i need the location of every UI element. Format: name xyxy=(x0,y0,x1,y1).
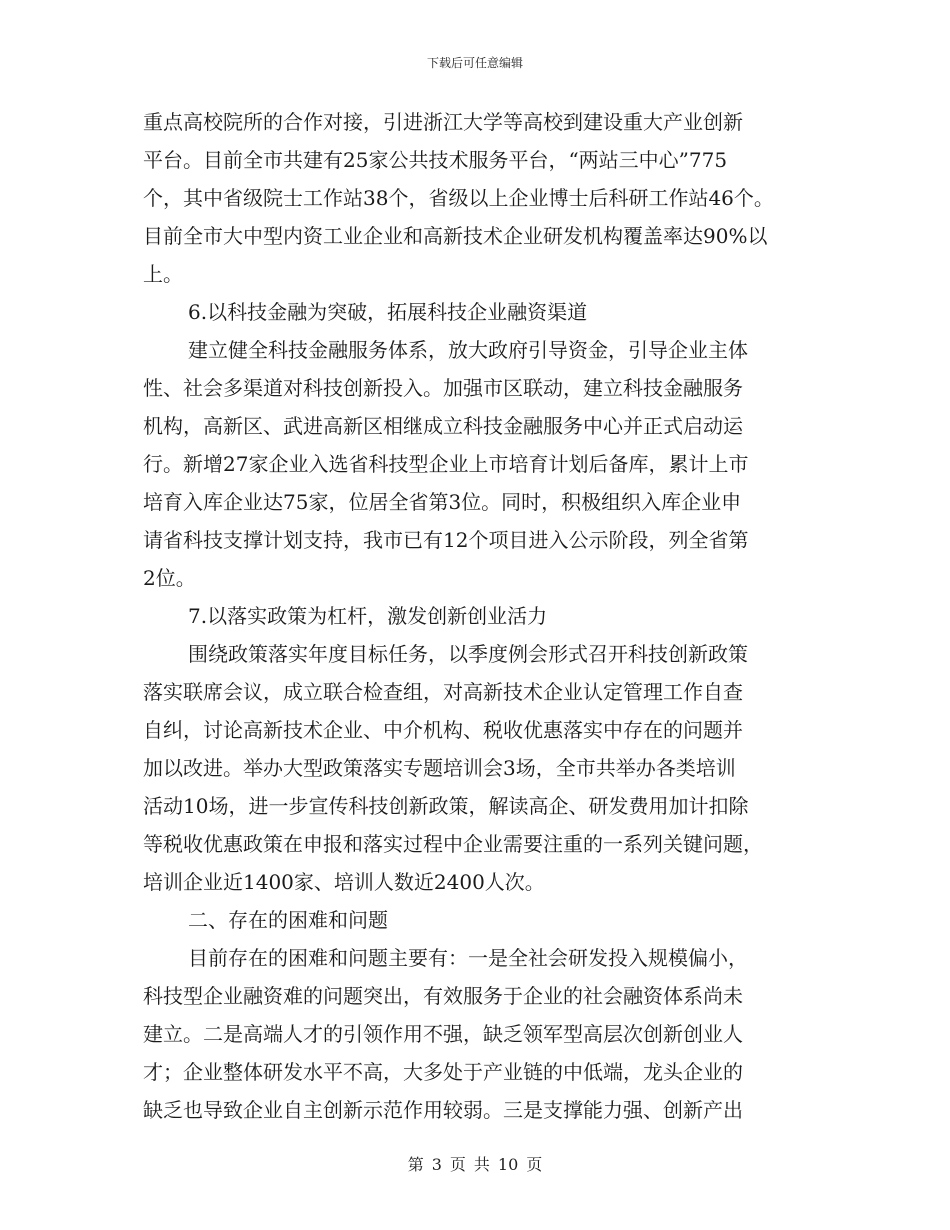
footer-suffix: 页 xyxy=(526,1155,543,1174)
page-header: 下载后可任意编辑 xyxy=(426,56,523,70)
text-line: 请省科技支撑计划支持，我市已有12个项目进入公示阶段，列全省第 xyxy=(143,528,749,552)
text-line: 建立。二是高端人才的引领作用不强，缺乏领军型高层次创新创业人 xyxy=(143,1022,743,1046)
text-line: 机构，高新区、武进高新区相继成立科技金融服务中心并正式启动运 xyxy=(143,414,743,438)
text-line: 6.以科技金融为突破，拓展科技企业融资渠道 xyxy=(188,300,588,324)
text-line: 行。新增27家企业入选省科技型企业上市培育计划后备库，累计上市 xyxy=(143,452,749,476)
text-line: 活动10场，进一步宣传科技创新政策，解读高企、研发费用加计扣除 xyxy=(143,794,749,818)
text-line: 培育入库企业达75家，位居全省第3位。同时，积极组织入库企业申 xyxy=(143,490,742,514)
text-line: 建立健全科技金融服务体系，放大政府引导资金，引导企业主体 xyxy=(188,338,748,362)
document-body xyxy=(143,103,843,1129)
text-line: 7.以落实政策为杠杆，激发创新创业活力 xyxy=(188,604,548,628)
text-line: 个，其中省级院士工作站38个，省级以上企业博士后科研工作站46个。 xyxy=(143,186,774,210)
page-footer xyxy=(0,1152,950,1175)
text-line: 落实联席会议，成立联合检查组，对高新技术企业认定管理工作自查 xyxy=(143,680,743,704)
text-line: 围绕政策落实年度目标任务，以季度例会形式召开科技创新政策 xyxy=(188,642,748,666)
footer-page-word: 页 xyxy=(449,1155,466,1174)
text-line: 目前存在的困难和问题主要有：一是全社会研发投入规模偏小， xyxy=(188,946,748,970)
text-line: 等税收优惠政策在申报和落实过程中企业需要注重的一系列关键问题， xyxy=(143,832,763,856)
text-line: 缺乏也导致企业自主创新示范作用较弱。三是支撑能力强、创新产出 xyxy=(143,1098,743,1122)
text-line: 平台。目前全市共建有25家公共技术服务平台，“两站三中心”775 xyxy=(143,148,728,172)
text-line: 性、社会多渠道对科技创新投入。加强市区联动，建立科技金融服务 xyxy=(143,376,743,400)
footer-total-word: 共 xyxy=(473,1155,490,1174)
text-line: 加以改进。举办大型政策落实专题培训会3场，全市共举办各类培训 xyxy=(143,756,736,780)
text-line: 培训企业近1400家、培训人数近2400人次。 xyxy=(143,870,545,894)
text-line: 目前全市大中型内资工业企业和高新技术企业研发机构覆盖率达90%以 xyxy=(143,224,768,248)
text-line: 才；企业整体研发水平不高，大多处于产业链的中低端，龙头企业的 xyxy=(143,1060,743,1084)
text-line: 科技型企业融资难的问题突出，有效服务于企业的社会融资体系尚未 xyxy=(143,984,743,1008)
footer-current-page: 3 xyxy=(431,1155,442,1174)
text-line: 重点高校院所的合作对接，引进浙江大学等高校到建设重大产业创新 xyxy=(143,110,743,134)
text-line: 上。 xyxy=(143,262,183,286)
footer-prefix: 第 xyxy=(407,1155,424,1174)
footer-total-pages: 10 xyxy=(497,1155,519,1174)
text-line: 自纠，讨论高新技术企业、中介机构、税收优惠落实中存在的问题并 xyxy=(143,718,743,742)
text-line: 2位。 xyxy=(143,566,196,590)
text-line: 二、存在的困难和问题 xyxy=(188,908,388,932)
